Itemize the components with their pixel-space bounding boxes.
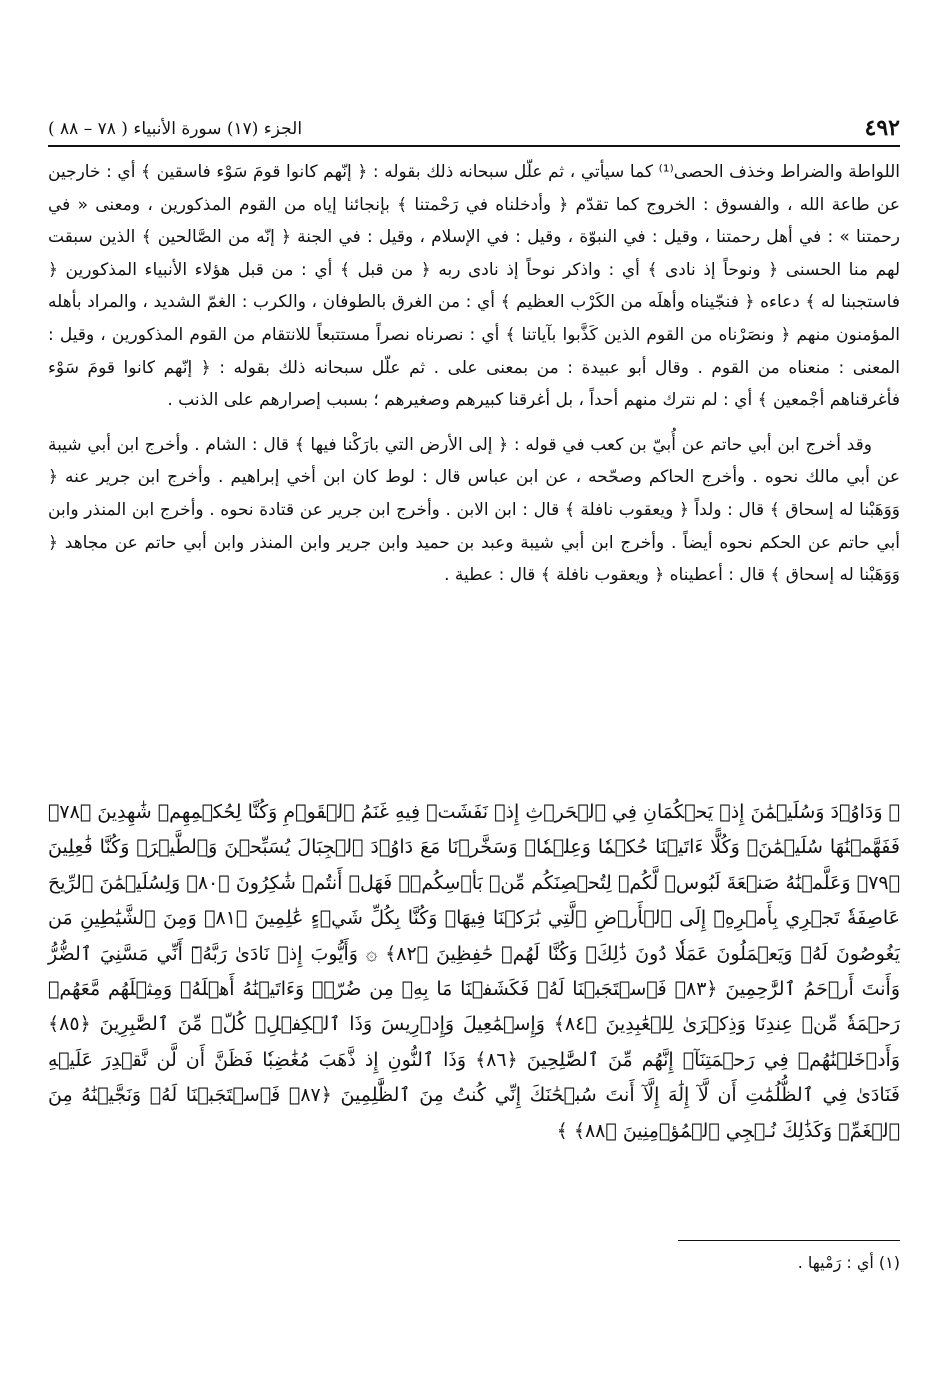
commentary-paragraph-1: اللواطة والضراط وخذف الحصى⁽¹⁾ كما سيأتي ، ثم علّل سبحانه ذلك بقوله : ﴿ إنّهم كانوا قومَ سَوْء فاسقين ﴾ أي : خارجين عن طاعة الله ، والفسوق : الخروج كما تقدّم ﴿ وأدخلناه في رَحْمتنا ﴾ بإنجائنا إياه من القوم المذكورين ، ومعنى « في رحمتنا » : في أهل رحمتنا ، وقيل : في النبوّة ، وقيل : في الإسلام ، وقيل : في الجنة ﴿ إنّه من الصَّالحين ﴾ الذين سبقت لهم منا الحسنى ﴿ ونوحاً إذ نادى ﴾ أي : واذكر نوحاً إذ نادى ربه ﴿ من قبل ﴾ أي : من قبل هؤلاء الأنبياء المذكورين ﴿ فاستجبنا له ﴾ دعاءه ﴿ فنجّيناه وأهلَه من الكَرْب العظيم ﴾ أي : من الغرق بالطوفان ، والكرب : الغمّ الشديد ، والمراد بأهله المؤمنون منهم ﴿ ونصَرْناه من القوم الذين كَذَّبوا بآياتنا ﴾ أي : نصرناه نصراً مستتبعاً للانتقام من القوم المذكورين ، وقيل : المعنى : منعناه من القوم . وقال أبو عبيدة : من بمعنى على . ثم علّل سبحانه ذلك بقوله : ﴿ إنّهم كانوا قومَ سَوْء فأغرقناهم أجْمعين ﴾ أي : لم نترك منهم أحداً ، بل أغرقنا كبيرهم وصغيرهم ؛ بسبب إصرارهم على الذنب . bbox=[48, 162, 900, 411]
running-head: الجزء (١٧) سورة الأنبياء ( ٧٨ – ٨٨ ) bbox=[48, 119, 303, 139]
commentary-section bbox=[48, 156, 900, 592]
commentary-paragraph-2: وقد أخرج ابن أبي حاتم عن أُبيّ بن كعب في قوله : ﴿ إلى الأرض التي بارَكْنا فيها ﴾ قال : الشام . وأخرج ابن أبي شيبة عن أبي مالك نحوه . وأخرج الحاكم وصحّحه ، عن ابن عباس قال : لوط كان ابن أخي إبراهيم . وأخرج ابن جرير عنه ﴿ وَوَهَبْنا له إسحاق ﴾ قال : ولداً ﴿ ويعقوب نافلة ﴾ قال : ابن الابن . وأخرج ابن جرير عن قتادة نحوه . وأخرج ابن المنذر وابن أبي حاتم عن الحكم نحوه أيضاً . وأخرج ابن أبي شيبة وعبد بن حميد وابن جرير وابن المنذر وابن أبي حاتم عن مجاهد ﴿ وَوَهَبْنا له إسحاق ﴾ قال : أعطيناه ﴿ ويعقوب نافلة ﴾ قال : عطية . bbox=[48, 434, 900, 586]
quran-text: ﴿ وَدَاوُۥدَ وَسُلَيۡمَٰنَ إِذۡ يَحۡكُمَانِ فِي ٱلۡحَرۡثِ إِذۡ نَفَشَتۡ فِيهِ غَنَمُ ٱلۡقَوۡمِ وَكُنَّا لِحُكۡمِهِمۡ شَٰهِدِينَ ﴿٧٨﴾ فَفَهَّمۡنَٰهَا سُلَيۡمَٰنَۚ وَكُلًّا ءَاتَيۡنَا حُكۡمٗا وَعِلۡمٗاۚ وَسَخَّرۡنَا مَعَ دَاوُۥدَ ٱلۡجِبَالَ يُسَبِّحۡنَ وَٱلطَّيۡرَۚ وَكُنَّا فَٰعِلِينَ ﴿٧٩﴾ وَعَلَّمۡنَٰهُ صَنۡعَةَ لَبُوسٖ لَّكُمۡ لِتُحۡصِنَكُم مِّنۢ بَأۡسِكُمۡۖ فَهَلۡ أَنتُمۡ شَٰكِرُونَ ﴿٨٠﴾ وَلِسُلَيۡمَٰنَ ٱلرِّيحَ عَاصِفَةٗ تَجۡرِي بِأَمۡرِهِۦٓ إِلَى ٱلۡأَرۡضِ ٱلَّتِي بَٰرَكۡنَا فِيهَاۚ وَكُنَّا بِكُلِّ شَيۡءٍ عَٰلِمِينَ ﴿٨١﴾ وَمِنَ ٱلشَّيَٰطِينِ مَن يَغُوصُونَ لَهُۥ وَيَعۡمَلُونَ عَمَلٗا دُونَ ذَٰلِكَۖ وَكُنَّا لَهُمۡ حَٰفِظِينَ ﴿٨٢﴾ ۞ وَأَيُّوبَ إِذۡ نَادَىٰ رَبَّهُۥٓ أَنِّي مَسَّنِيَ ٱلضُّرُّ وَأَنتَ أَرۡحَمُ ٱلرَّٰحِمِينَ ﴿٨٣﴾ فَٱسۡتَجَبۡنَا لَهُۥ فَكَشَفۡنَا مَا بِهِۦ مِن ضُرّٖۖ وَءَاتَيۡنَٰهُ أَهۡلَهُۥ وَمِثۡلَهُم مَّعَهُمۡ رَحۡمَةٗ مِّنۡ عِندِنَا وَذِكۡرَىٰ لِلۡعَٰبِدِينَ ﴿٨٤﴾ وَإِسۡمَٰعِيلَ وَإِدۡرِيسَ وَذَا ٱلۡكِفۡلِۖ كُلّٞ مِّنَ ٱلصَّٰبِرِينَ ﴿٨٥﴾ وَأَدۡخَلۡنَٰهُمۡ فِي رَحۡمَتِنَآۖ إِنَّهُم مِّنَ ٱلصَّٰلِحِينَ ﴿٨٦﴾ وَذَا ٱلنُّونِ إِذ ذَّهَبَ مُغَٰضِبٗا فَظَنَّ أَن لَّن نَّقۡدِرَ عَلَيۡهِ فَنَادَىٰ فِي ٱلظُّلُمَٰتِ أَن لَّآ إِلَٰهَ إِلَّآ أَنتَ سُبۡحَٰنَكَ إِنِّي كُنتُ مِنَ ٱلظَّٰلِمِينَ ﴿٨٧﴾ فَٱسۡتَجَبۡنَا لَهُۥ وَنَجَّيۡنَٰهُ مِنَ ٱلۡغَمِّۚ وَكَذَٰلِكَ نُـۨجِي ٱلۡمُؤۡمِنِينَ ﴿٨٨﴾ ﴾ bbox=[48, 801, 901, 1142]
header-divider bbox=[48, 145, 900, 147]
page-header bbox=[48, 112, 900, 142]
footnote: (١) أي : رَمْيها . bbox=[797, 1253, 900, 1272]
quran-verses bbox=[48, 795, 900, 1149]
footnote-divider bbox=[678, 1240, 900, 1241]
page-number: ٤٩٢ bbox=[864, 115, 900, 141]
